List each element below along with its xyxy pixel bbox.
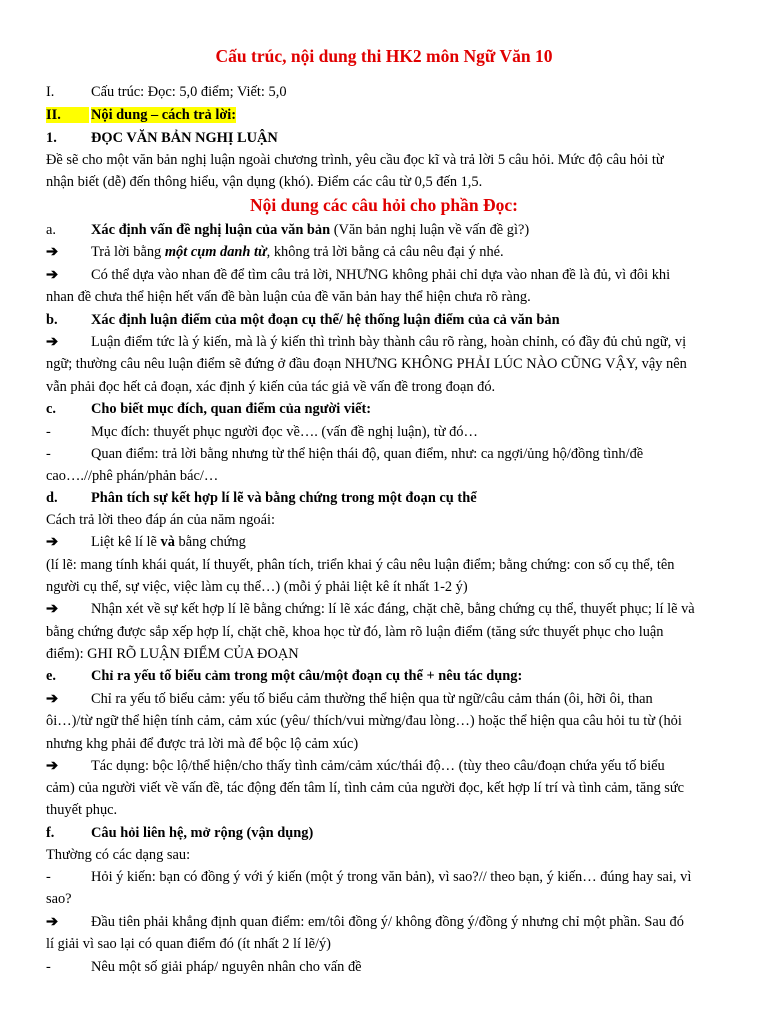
item-e-point-2-cont: cảm) của người viết về vấn đề, tác động đến tâm lí, tình cảm của người đọc, kết hợp lí trí và tình cảm, tăng sức [46,780,685,796]
item-f-point-1: Hỏi ý kiến: bạn có đồng ý với ý kiến (một ý trong văn bản), vì sao?// theo bạn, ý kiến… đúng hay sai, vì [91,869,692,885]
item-f-point-2-cont: lí giải vì sao lại có quan điểm đó (ít nhất 2 lí lẽ/ý) [46,936,331,952]
item-c-viewpoint-cont: cao….//phê phán/phản bác/… [46,468,219,484]
item-c-viewpoint: Quan điểm: trả lời bằng nhưng từ thể hiện thái độ, quan điểm, như: ca ngợi/ủng hộ/đồng tình/đề [91,446,644,462]
item-d-point-2-cont: điểm): GHI RÕ LUẬN ĐIỂM CỦA ĐOẠN [46,646,299,662]
item-b-point: Luận điểm tức là ý kiến, mà là ý kiến thì trình bày thành câu rõ ràng, hoàn chỉnh, có đầy đủ chủ ngữ, vị [91,334,687,350]
item-d-point-2: Nhận xét về sự kết hợp lí lẽ bằng chứng: lí lẽ xác đáng, chặt chẽ, bằng chứng cụ thể, thuyết phục; lí lẽ và [91,601,695,617]
item-marker-f: f. [46,825,55,841]
item-b-point-cont: ngữ; thường câu nêu luận điểm sẽ đứng ở đầu đoạn NHƯNG KHÔNG PHẢI LÚC NÀO CŨNG VẬY, vậy nên [46,356,687,372]
arrow-icon: ➔ [46,534,59,550]
item-marker-c: c. [46,401,56,417]
item-marker-d: d. [46,490,58,506]
section-structure: Cấu trúc: Đọc: 5,0 điểm; Viết: 5,0 [91,84,287,100]
item-a-point-2-cont: nhan đề chưa thể hiện hết vấn đề bàn luận của đề văn bản hay thể hiện chưa rõ ràng. [46,289,531,305]
item-d-intro: Cách trả lời theo đáp án của năm ngoái: [46,512,275,528]
section-content-heading: Nội dung – cách trả lời: [91,107,237,123]
item-e-point-2: Tác dụng: bộc lộ/thể hiện/cho thấy tình cảm/cảm xúc/thái độ… (tùy theo câu/đoạn chứa yếu tố biểu [91,758,665,774]
item-marker-a: a. [46,222,56,238]
item-f-point-3: Nêu một số giải pháp/ nguyên nhân cho vấn đề [91,959,362,975]
arrow-icon: ➔ [46,601,59,617]
dash-bullet: - [46,959,51,975]
item-f-point-2: Đầu tiên phải khẳng định quan điểm: em/tôi đồng ý/ không đồng ý/đồng ý nhưng chỉ một phần. Sau đó [91,914,684,930]
arrow-icon: ➔ [46,691,59,707]
subsection-reading-heading: ĐỌC VĂN BẢN NGHỊ LUẬN [91,130,278,146]
subsection-marker-1: 1. [46,130,57,146]
item-b-heading: Xác định luận điểm của một đoạn cụ thể/ hệ thống luận điểm của cả văn bản [91,312,560,328]
item-d-point-1-cont: (lí lẽ: mang tính khái quát, lí thuyết, phân tích, triển khai ý câu nêu luận điểm; bằng chứng: con số cụ thể, tên [46,557,675,573]
arrow-icon: ➔ [46,267,59,283]
item-e-point-1-cont: nhưng khg phải để được trả lời mà để bộc lộ cảm xúc) [46,736,359,752]
item-d-heading: Phân tích sự kết hợp lí lẽ và bằng chứng trong một đoạn cụ thể [91,490,477,506]
item-marker-e: e. [46,668,56,684]
item-f-heading: Câu hỏi liên hệ, mở rộng (vận dụng) [91,825,314,841]
item-a-point-2: Có thể dựa vào nhan đề để tìm câu trả lời, NHƯNG không phải chỉ dựa vào nhan đề là đủ, vì đôi khi [91,267,671,283]
section-marker-1: I. [46,84,55,100]
item-e-point-1: Chỉ ra yếu tố biểu cảm: yếu tố biểu cảm thường thể hiện qua từ ngữ/câu cảm thán (ôi, hỡi ôi, than [91,691,653,707]
arrow-icon: ➔ [46,334,59,350]
intro-line: Đề sẽ cho một văn bản nghị luận ngoài chương trình, yêu cầu đọc kĩ và trả lời 5 câu hỏi. Mức độ câu hỏi từ [46,152,664,168]
item-marker-b: b. [46,312,58,328]
item-c-purpose: Mục đích: thuyết phục người đọc về…. (vấn đề nghị luận), từ đó… [91,424,478,440]
item-e-point-1-cont: ôi…)/từ ngữ thể hiện tính cảm, cảm xúc (yêu/ thích/vui mừng/đau lòng…) hoặc thể hiện qua câu hỏi tu từ (hỏi [46,713,682,729]
item-d-point-1-cont: người cụ thể, sự việc, việc làm cụ thể…) (mỗi ý phải liệt kê ít nhất 1-2 ý) [46,579,468,595]
dash-bullet: - [46,446,51,462]
arrow-icon: ➔ [46,914,59,930]
item-a-point-1: Trả lời bằng một cụm danh từ, không trả lời bằng cả câu nêu đại ý nhé. [91,244,504,260]
item-d-point-2-cont: bằng chứng được sắp xếp hợp lí, chặt chẽ, khoa học từ đó, làm rõ luận điểm (tăng sức thuyết phục cho luận [46,624,664,640]
dash-bullet: - [46,869,51,885]
document-title: Cấu trúc, nội dung thi HK2 môn Ngữ Văn 10 [215,46,553,66]
intro-line: nhận biết (dễ) đến thông hiểu, vận dụng (khó). Điểm các câu từ 0,5 đến 1,5. [46,174,483,190]
dash-bullet: - [46,424,51,440]
item-e-heading: Chỉ ra yếu tố biểu cảm trong một câu/một đoạn cụ thể + nêu tác dụng: [91,668,523,684]
item-a-heading: Xác định vấn đề nghị luận của văn bản (Văn bản nghị luận về vấn đề gì?) [91,222,530,238]
arrow-icon: ➔ [46,758,59,774]
item-b-point-cont: vẫn phải đọc hết cả đoạn, xác định ý kiến của tác giả về vấn đề trong đoạn đó. [46,379,496,395]
item-f-point-1-cont: sao? [46,891,72,907]
section-marker-2: II. [46,106,89,124]
item-f-intro: Thường có các dạng sau: [46,847,191,863]
item-e-point-2-cont: thuyết phục. [46,802,118,818]
item-c-heading: Cho biết mục đích, quan điểm của người viết: [91,401,372,417]
arrow-icon: ➔ [46,244,59,260]
reading-questions-heading: Nội dung các câu hỏi cho phần Đọc: [250,195,518,215]
item-d-point-1: Liệt kê lí lẽ và bằng chứng [91,534,246,550]
